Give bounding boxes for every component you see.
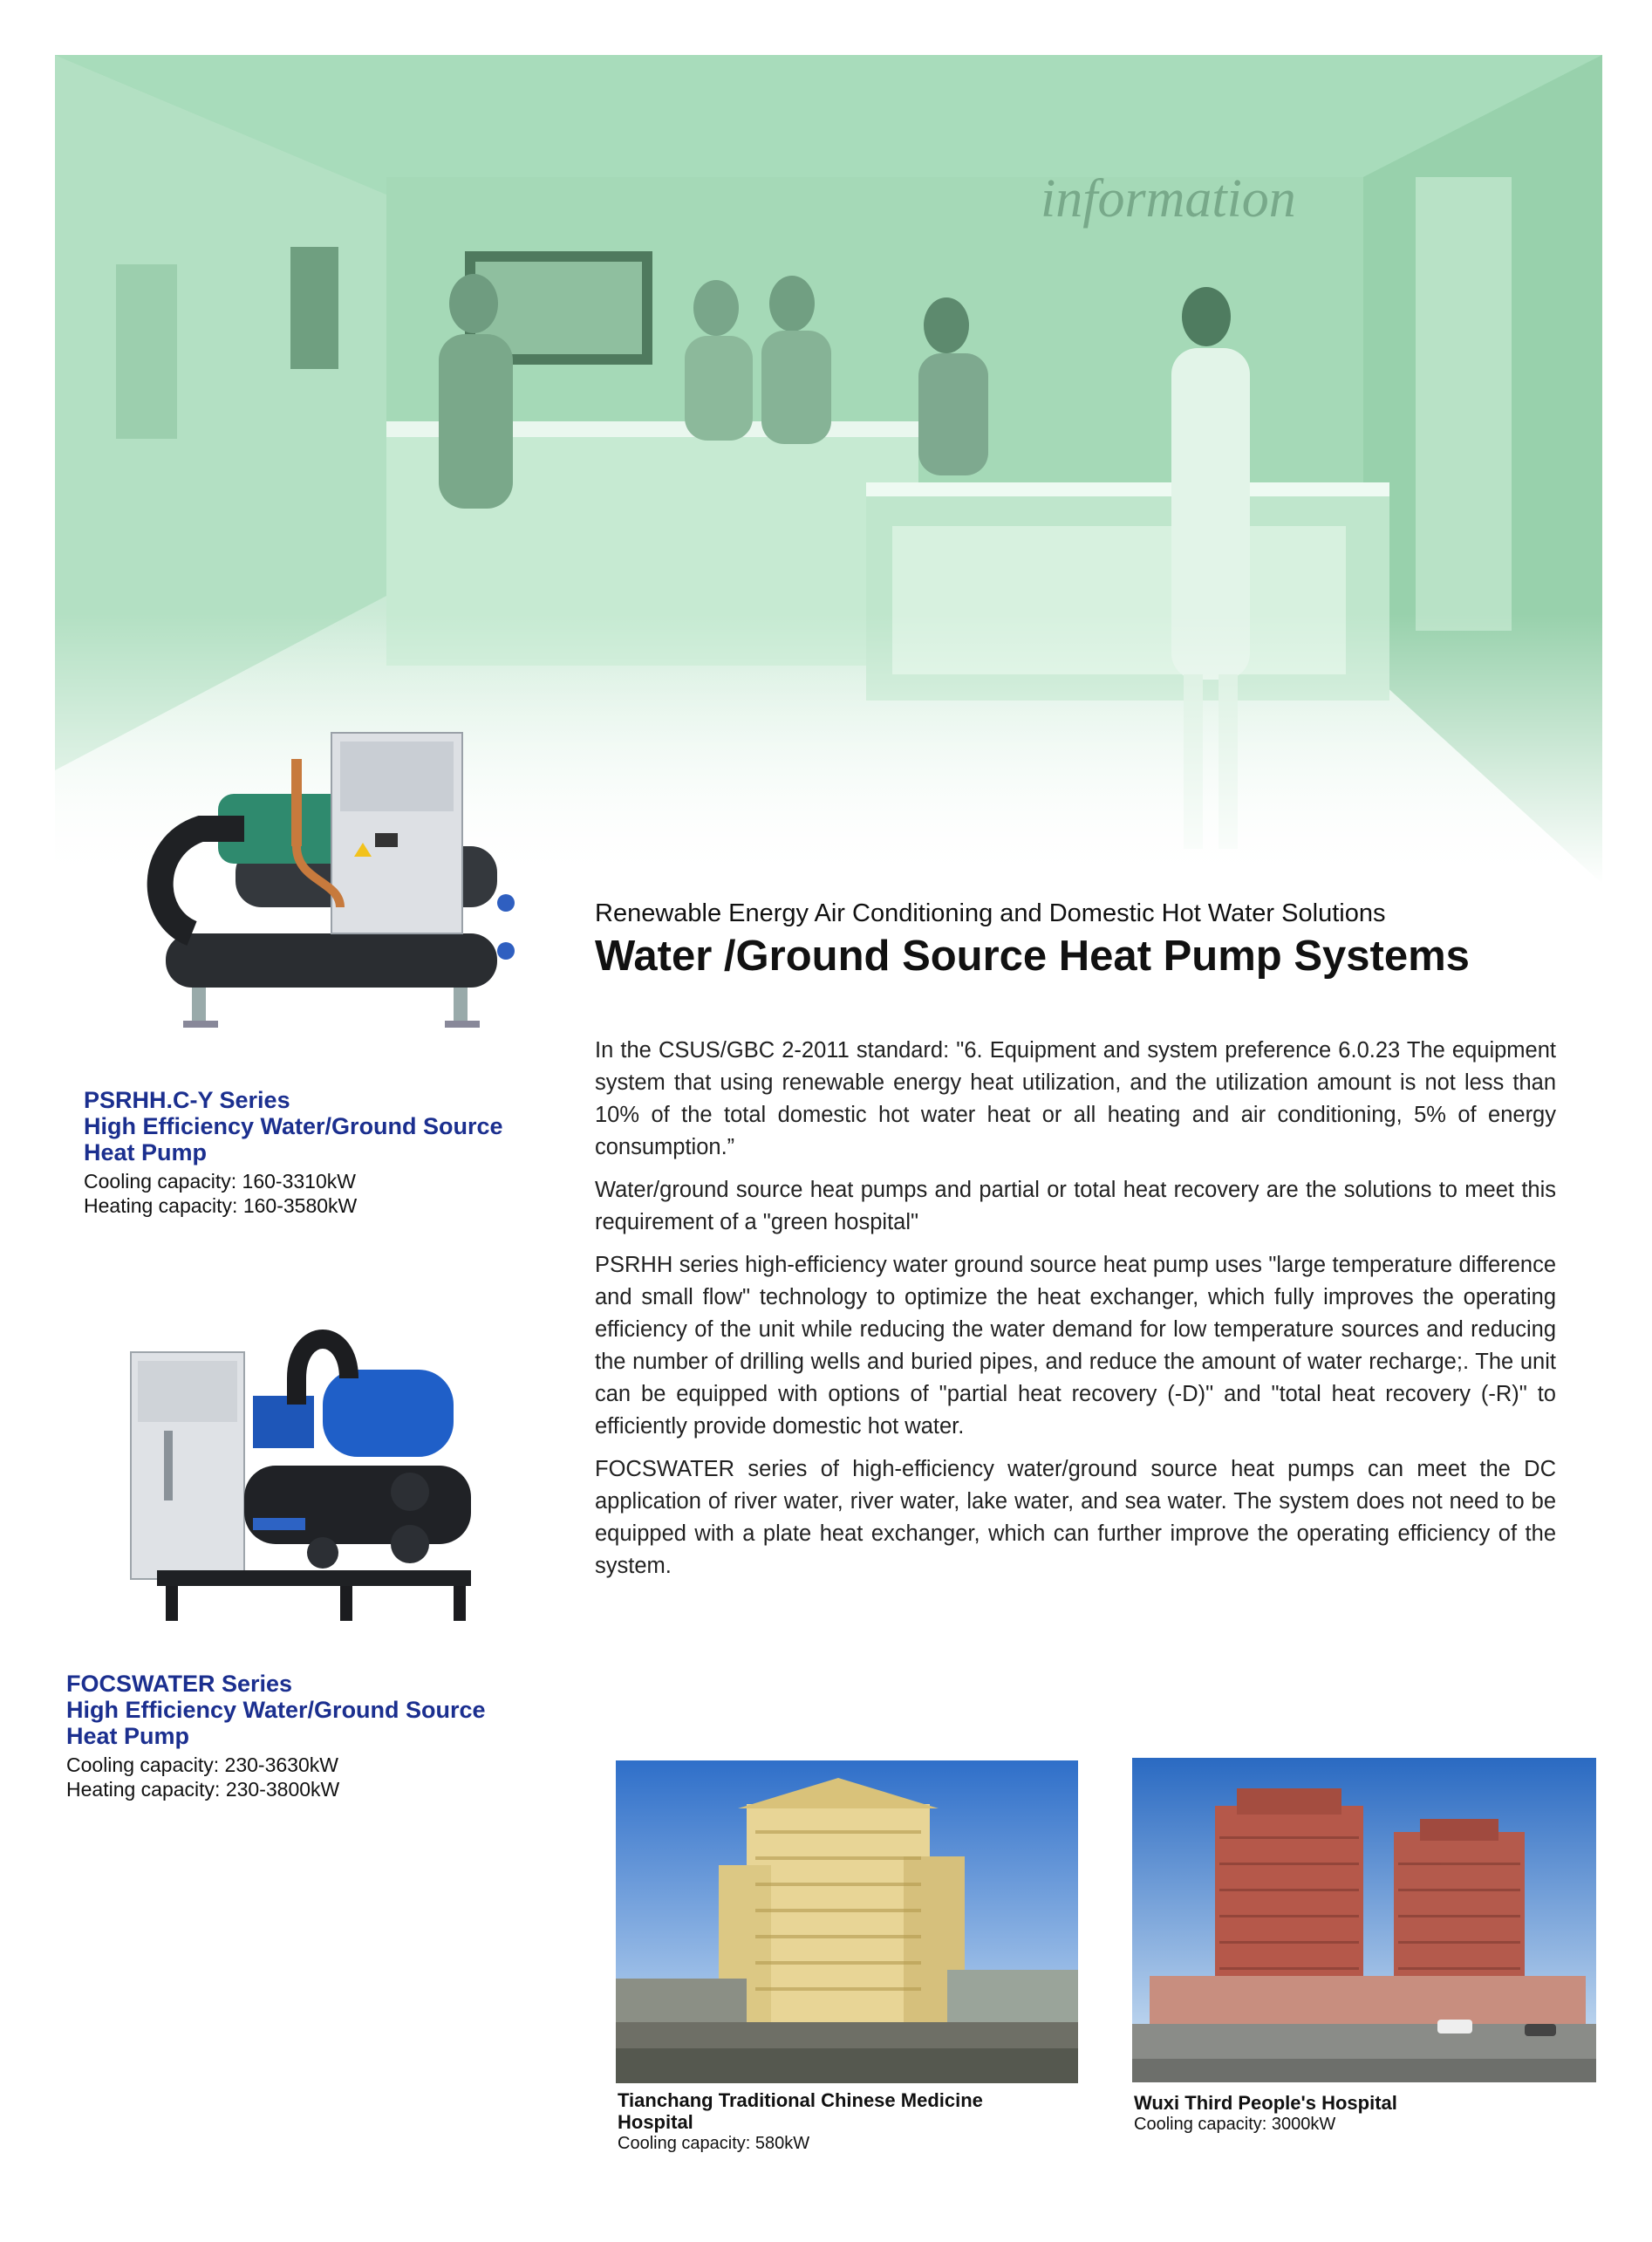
wuxi-cooling-capacity: Cooling capacity: 3000kW	[1134, 2115, 1336, 2134]
tianchang-cooling-capacity: Cooling capacity: 580kW	[618, 2134, 810, 2153]
paragraph-standard: In the CSUS/GBC 2-2011 standard: "6. Equipment and system preference 6.0.23 The equipment system that using renewable energy heat utilization, and the utilization amount is not less than 10% of the total domestic hot water heat or all heating and air conditioning, 5% of energy consumption.”	[595, 1038, 1556, 1159]
hero-sign-text: information	[1041, 169, 1296, 229]
tianchang-hospital-caption	[618, 2089, 1089, 2154]
paragraph-focswater: FOCSWATER series of high-efficiency water/ground source heat pumps can meet the DC application of river water, river water, lake water, and sea water. The system does not need to be equipped with a plate heat exchanger, which can further improve the operating efficiency of the system.	[595, 1457, 1556, 1578]
focswater-title-line-1: FOCSWATER Series	[66, 1671, 293, 1697]
focswater-heating-capacity: Heating capacity: 230-3800kW	[66, 1778, 340, 1801]
focswater-cooling-capacity: Cooling capacity: 230-3630kW	[66, 1753, 338, 1776]
body-text	[595, 1035, 1556, 1593]
tianchang-hospital-photo	[616, 1760, 1078, 2083]
wuxi-hospital-photo	[1132, 1758, 1596, 2082]
focswater-product-info	[66, 1671, 572, 1801]
psrhh-unit-image	[96, 715, 550, 1038]
focswater-title-line-3: Heat Pump	[66, 1723, 190, 1749]
tianchang-name-line-1: Tianchang Traditional Chinese Medicine	[618, 2089, 983, 2111]
focswater-unit-image	[122, 1309, 488, 1658]
paragraph-green-hospital: Water/ground source heat pumps and partial or total heat recovery are the solutions to meet this requirement of a "green hospital"	[595, 1178, 1556, 1234]
psrhh-title-line-3: Heat Pump	[84, 1139, 208, 1165]
tianchang-name-line-2: Hospital	[618, 2111, 693, 2133]
psrhh-cooling-capacity: Cooling capacity: 160-3310kW	[84, 1170, 356, 1193]
psrhh-heating-capacity: Heating capacity: 160-3580kW	[84, 1194, 358, 1217]
page-subtitle: Renewable Energy Air Conditioning and Domestic Hot Water Solutions	[595, 899, 1386, 927]
wuxi-hospital-caption	[1134, 2092, 1605, 2135]
paragraph-psrhh: PSRHH series high-efficiency water ground source heat pump uses "large temperature difference and small flow" technology to optimize the heat exchanger, which fully improves the operating efficiency of the unit while reducing the water demand for low temperature sources and reducing the number of drilling wells and buried pipes, and reduce the amount of water recharge;. The unit can be equipped with options of "partial heat recovery (-D)" and "total heat recovery (-R)" to efficiently provide domestic hot water.	[595, 1253, 1556, 1439]
wuxi-name-line-1: Wuxi Third People's Hospital	[1134, 2092, 1397, 2114]
psrhh-title-line-1: PSRHH.C-Y Series	[84, 1087, 290, 1113]
psrhh-product-info	[84, 1087, 572, 1218]
psrhh-title-line-2: High Efficiency Water/Ground Source	[84, 1113, 503, 1139]
page-title: Water /Ground Source Heat Pump Systems	[595, 933, 1470, 980]
focswater-title-line-2: High Efficiency Water/Ground Source	[66, 1697, 486, 1723]
